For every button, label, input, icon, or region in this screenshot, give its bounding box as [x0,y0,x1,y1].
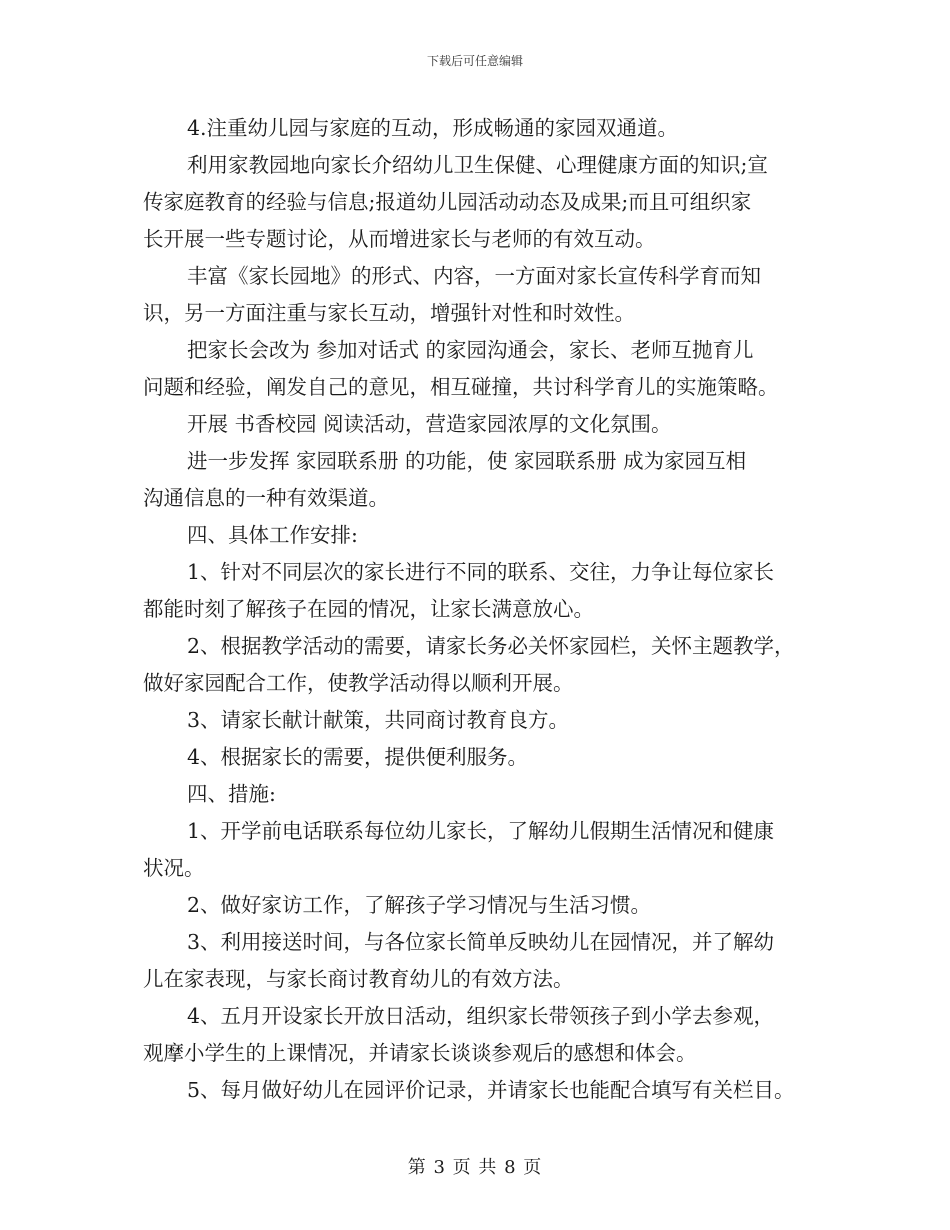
text-line: 状况。 [143,856,205,880]
text-line: 3、利用接送时间，与各位家长简单反映幼儿在园情况，并了解幼 [187,930,775,954]
page-footer: 第 3 页 共 8 页 [407,1157,543,1178]
page-header: 下载后可任意编辑 [426,54,523,68]
document-body [143,110,823,1109]
text-line: 4、五月开设家长开放日活动，组织家长带领孩子到小学去参观， [187,1004,775,1028]
text-line: 2、根据教学活动的需要，请家长务必关怀家园栏，关怀主题教学， [187,634,795,658]
text-line: 利用家教园地向家长介绍幼儿卫生保健、心理健康方面的知识;宣 [187,153,768,177]
text-line: 4、根据家长的需要，提供便利服务。 [187,745,529,769]
text-line: 2、做好家访工作，了解孩子学习情况与生活习惯。 [187,893,652,917]
text-line: 问题和经验，阐发自己的意见，相互碰撞，共讨科学育儿的实施策略。 [143,375,779,399]
text-line: 都能时刻了解孩子在园的情况，让家长满意放心。 [143,597,594,621]
text-line: 把家长会改为 参加对话式 的家园沟通会，家长、老师互抛育儿 [187,338,754,362]
text-line: 儿在家表现，与家长商讨教育幼儿的有效方法。 [143,967,574,991]
text-line: 4.注重幼儿园与家庭的互动，形成畅通的家园双通道。 [187,116,679,140]
text-line: 四、措施: [187,782,276,806]
text-line: 5、每月做好幼儿在园评价记录，并请家长也能配合填写有关栏目。 [187,1078,795,1102]
text-line: 开展 书香校园 阅读活动，营造家园浓厚的文化氛围。 [187,412,672,436]
text-line: 沟通信息的一种有效渠道。 [143,486,389,510]
text-line: 观摩小学生的上课情况，并请家长谈谈参观后的感想和体会。 [143,1041,697,1065]
text-line: 识，另一方面注重与家长互动，增强针对性和时效性。 [143,301,635,325]
text-line: 3、请家长献计献策，共同商讨教育良方。 [187,708,570,732]
text-line: 做好家园配合工作，使教学活动得以顺利开展。 [143,671,574,695]
text-line: 进一步发挥 家园联系册 的功能，使 家园联系册 成为家园互相 [187,449,747,473]
text-line: 长开展一些专题讨论，从而增进家长与老师的有效互动。 [143,227,656,251]
text-line: 传家庭教育的经验与信息;报道幼儿园活动动态及成果;而且可组织家 [143,190,752,214]
text-line: 1、开学前电话联系每位幼儿家长，了解幼儿假期生活情况和健康 [187,819,775,843]
text-line: 1、针对不同层次的家长进行不同的联系、交往，力争让每位家长 [187,560,775,584]
text-line: 四、具体工作安排: [187,523,358,547]
text-line: 丰富《家长园地》的形式、内容，一方面对家长宣传科学育而知 [187,264,761,288]
